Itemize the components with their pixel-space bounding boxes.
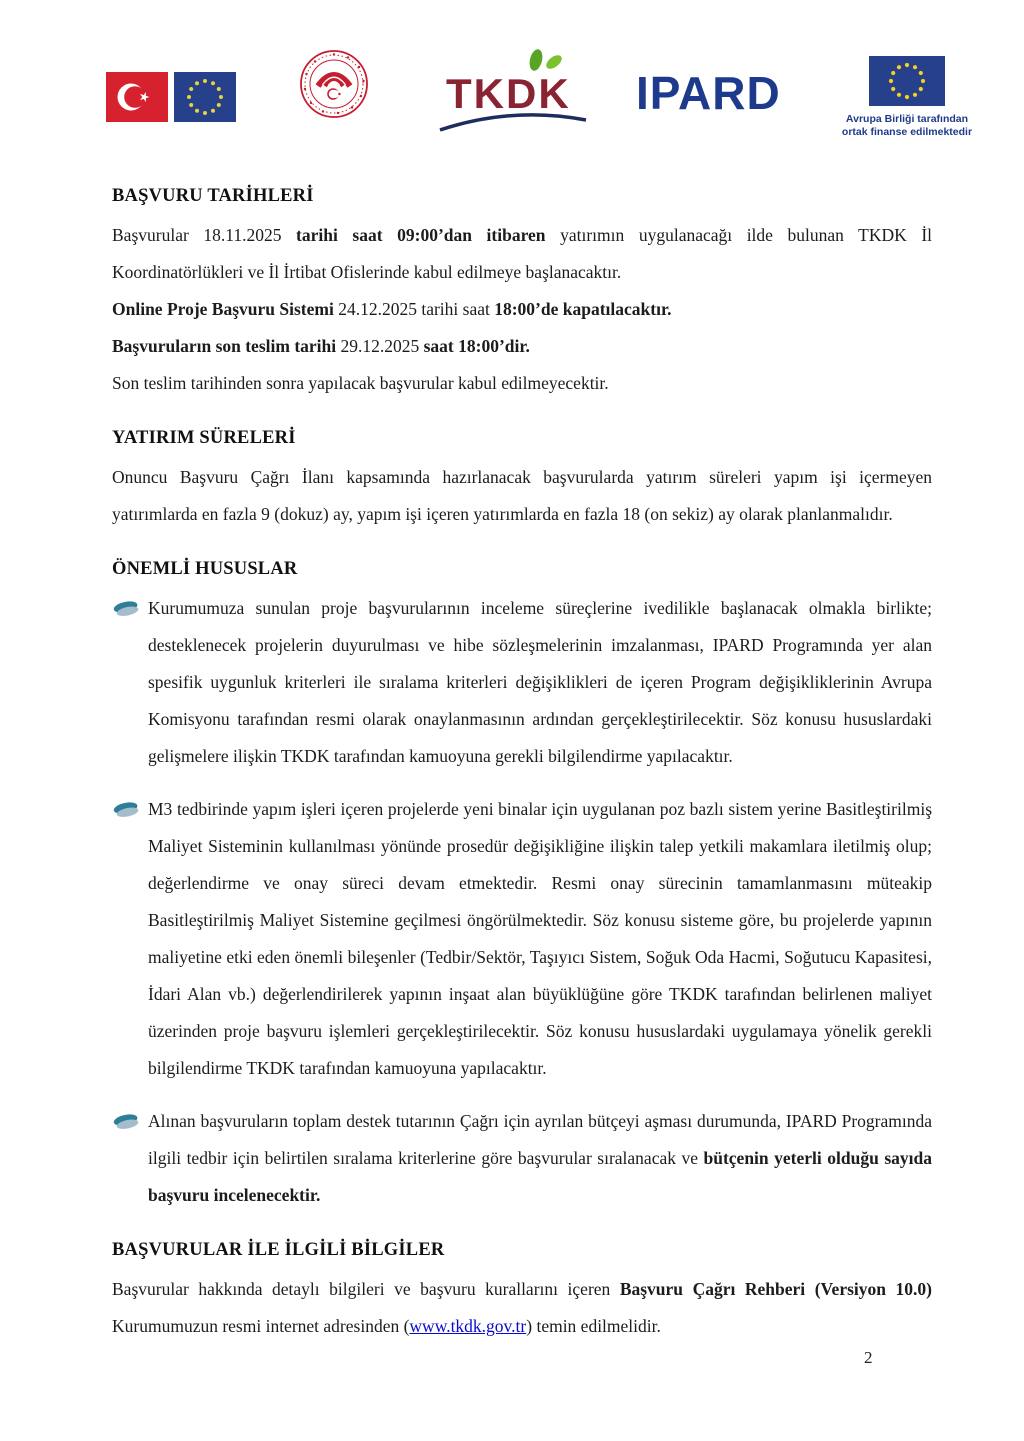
eu-funding-logo — [832, 56, 982, 138]
tkdk-website-link[interactable]: www.tkdk.gov.tr — [409, 1316, 527, 1336]
ministry-seal-icon — [298, 48, 370, 120]
text-run: Başvurular hakkında detaylı bilgileri ve başvuru kurallarını içeren — [112, 1279, 620, 1299]
tkdk-logo-text: TKDK — [446, 70, 571, 117]
paragraph-final-deadline — [112, 328, 932, 365]
bullet-text-m3-cost-system: M3 tedbirinde yapım işleri içeren projelerde yeni binalar için uygulanan poz bazlı sistem yerine Basitleştirilmiş Maliyet Sisteminin kullanılması yönünde prosedür değişikliğine ilişkin talep yetkili makamlara iletilmiş olup; değerlendirme ve onay süreci devam etmektedir. Resmi onay sürecinin tamamlanmasını müteakip Basitleştirilmiş Maliyet Sistemine geçilmesi öngörülmektedir. Söz konusu sisteme göre, bu projelerde yapının maliyetine etki eden önemli bileşenler (Tedbir/Sektör, Taşıyıcı Sistem, Soğuk Oda Hacmi, Soğutucu Kapasitesi, İdari Alan vb.) değerlendirilerek yapının inşaat alan büyüklüğüne göre TKDK tarafından belirlenen maliyet üzerinden proje başvuru işlemleri gerçekleştirilecektir. Söz konusu hususlardaki uygulamaya yönelik gerekli bilgilendirme TKDK tarafından kamuoyuna yapılacaktır. — [148, 799, 932, 1078]
text-run-bold: bütçenin yeterli olduğu sayıda başvuru incelenecektir. — [148, 1148, 932, 1205]
text-run: yatırımın uygulanacağı ilde bulunan TKDK İl Koordinatörlükleri ve İl İrtibat Ofislerinde kabul edilmeye başlanacaktır. — [112, 225, 933, 282]
section-heading-yatirim-sureleri: YATIRIM SÜRELERİ — [112, 428, 296, 448]
section-heading-basvuru-bilgileri: BAŞVURULAR İLE İLGİLİ BİLGİLER — [112, 1240, 445, 1260]
ministry-seal-logo — [298, 48, 370, 125]
paragraph-guide-info — [112, 1271, 932, 1345]
text-run: 24.12.2025 tarihi saat — [338, 299, 495, 319]
header-logo-strip — [0, 0, 1024, 160]
bullet-text-review-process: Kurumumuza sunulan proje başvurularının inceleme süreçlerine ivedilikle başlanacak olmakla birlikte; desteklenecek projelerin duyurulması ve hibe sözleşmelerinin imzalanması, IPARD Programında yer alan spesifik uygunluk kriterleri ile sıralama kriterleri değişiklikleri de içeren Program değişikliklerinin Avrupa Komisyonu tarafından resmi olarak onaylanmasının ardından gerçekleştirilecektir. Söz konusu hususlardaki gelişmelere ilişkin TKDK tarafından kamuoyuna gerekli bilgilendirme yapılacaktır. — [148, 598, 932, 766]
leaf-bullet-icon — [112, 590, 148, 624]
tkdk-logo — [438, 46, 588, 143]
text-run-bold: tarihi saat 09:00’dan itibaren — [296, 225, 561, 245]
turkey-eu-flags-icon — [106, 70, 240, 124]
leaf-bullet-icon — [112, 791, 148, 825]
paragraph-late-applications: Son teslim tarihinden sonra yapılacak başvurular kabul edilmeyecektir. — [112, 373, 609, 393]
bullet-item-review-process — [112, 590, 932, 775]
paragraph-application-start — [112, 217, 932, 291]
bullet-text-budget-ranking — [148, 1103, 932, 1214]
paragraph-investment-durations: Onuncu Başvuru Çağrı İlanı kapsamında hazırlanacak başvurularda yatırım süreleri yapım işi içermeyen yatırımlarda en fazla 9 (dokuz) ay, yapım işi içeren yatırımlarda en fazla 18 (on sekiz) ay olarak planlanmalıdır. — [112, 467, 932, 524]
eu-funding-caption-line1: Avrupa Birliği tarafından — [845, 113, 969, 125]
eu-flag-icon — [869, 56, 945, 106]
document-body — [112, 186, 932, 1345]
text-run-bold: saat 18:00’dir. — [423, 336, 530, 356]
text-run: Alınan başvuruların toplam destek tutarının Çağrı için ayrılan bütçeyi aşması durumunda, IPARD Programında ilgili tedbir için belirtilen sıralama kriterlerine göre başvurular sıralanacak ve — [148, 1111, 932, 1168]
ipard-logo: IPARD — [636, 67, 781, 119]
text-run-bold: 18:00’de kapatılacaktır. — [494, 299, 672, 319]
bullet-item-m3-cost-system — [112, 791, 932, 1087]
page-number: 2 — [864, 1348, 873, 1367]
eu-funding-caption — [832, 113, 982, 138]
text-run: ) temin edilmelidir. — [526, 1316, 661, 1336]
paragraph-online-system-close — [112, 291, 932, 328]
eu-funding-caption-line2: ortak finanse edilmektedir — [841, 125, 973, 138]
section-heading-onemli-hususlar: ÖNEMLİ HUSUSLAR — [112, 559, 298, 579]
tkdk-icon — [438, 46, 588, 138]
section-heading-basvuru-tarihleri: BAŞVURU TARİHLERİ — [112, 186, 314, 206]
text-run-bold: Başvuruların son teslim tarihi — [112, 336, 341, 356]
text-run: Başvurular 18.11.2025 — [112, 225, 297, 245]
turkey-eu-flags-logo — [106, 70, 240, 129]
text-run: 29.12.2025 — [340, 336, 424, 356]
text-run-bold: Başvuru Çağrı Rehberi (Versiyon 10.0) — [619, 1279, 932, 1299]
bullet-item-budget-ranking — [112, 1103, 932, 1214]
text-run-bold: Online Proje Başvuru Sistemi — [112, 299, 339, 319]
leaf-bullet-icon — [112, 1103, 148, 1137]
text-run: Kurumumuzun resmi internet adresinden ( — [112, 1316, 410, 1336]
